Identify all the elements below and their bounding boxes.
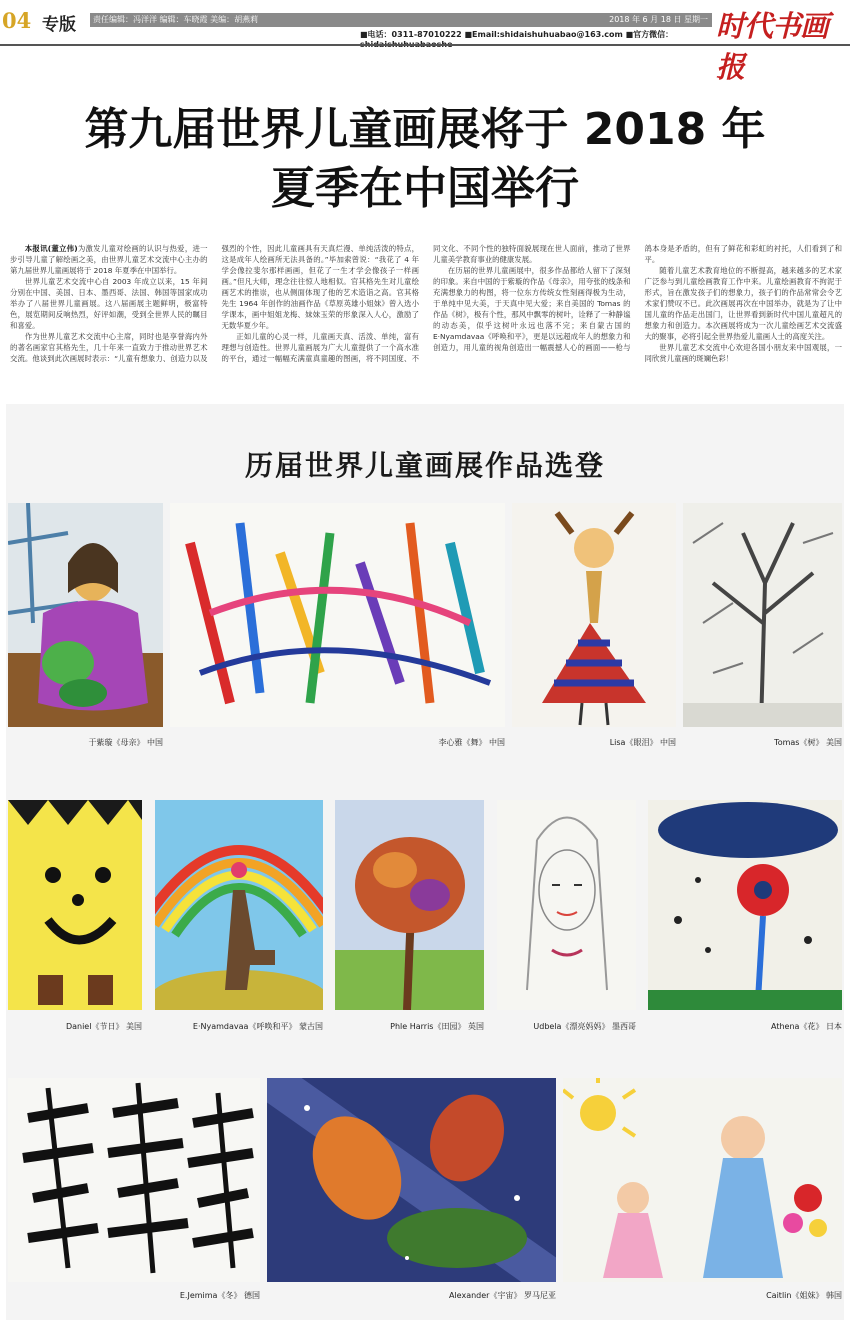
page-header	[0, 0, 850, 84]
article-paragraph: 在历届的世界儿童画展中，很多作品都给人留下了深刻的印象。来自中国的于紫璇的作品《母亲》，用夸张的线条和充满想象力的构图，将一位东方传统女性刻画得极为生动，于单纯中见大美，于天真中见大爱；来自美国的 Tomas 的作品《树》，极有个性，那风中飘零的树叶，诠释了一种静谧的动态美，似乎这树叶永远也落不完；来自蒙古国的 E·Nyamdavaa《呼唤和平》，更是以远超成年人的想象力和创造力，用儿童的视角创造出一幅震撼人心的画面——枪与鸽本身是矛盾的，但有了鲜花和彩虹的衬托，人们看到了和平。	[433, 244, 842, 352]
caption-beautiful-mother: Udbela《漂亮妈妈》 墨西哥	[533, 1022, 636, 1031]
artwork-flower	[648, 800, 842, 1010]
header-rule	[0, 44, 850, 46]
headline-line-1: 第九届世界儿童画展将于 2018 年	[84, 104, 766, 155]
gallery-title: 历届世界儿童画展作品选登	[244, 449, 605, 482]
article-paragraph: 本报讯(董立伟)为激发儿童对绘画的认识与热爱，进一步引导儿童了解绘画之美，由世界儿童艺术交流中心主办的第九届世界儿童画展将于 2018 年夏季在中国举行。	[10, 244, 208, 275]
caption-universe: Alexander《宇宙》 罗马尼亚	[448, 1291, 556, 1300]
caption-winter: E.Jemima《冬》 德国	[179, 1291, 260, 1300]
headline-line-2: 夏季在中国举行	[271, 163, 579, 214]
caption-mother: 于紫璇《母亲》 中国	[88, 738, 163, 747]
header-info-bar	[90, 13, 712, 27]
article-paragraph: 世界儿童艺术交流中心自 2003 年成立以来，15 年间分别在中国、美国、日本、墨西哥、法国、韩国等国家成功举办了八届世界儿童画展。这八届画展主题鲜明，极富特色，展览期间反响热烈，好评如潮，受到全世界人民的瞩目和喜爱。	[10, 277, 208, 330]
artwork-countryside	[335, 800, 484, 1010]
artwork-mother	[8, 503, 163, 727]
artwork-peace	[155, 800, 323, 1010]
contact-line: ■电话：0311-87010222 ■Email:shidaishuhuabao@163.com ■官方微信：	[360, 30, 674, 39]
caption-festival: Daniel《节日》 美国	[65, 1022, 142, 1031]
issue-date: 2018 年 6 月 18 日 星期一	[609, 15, 708, 24]
caption-countryside: Phle Harris《田园》 英国	[390, 1022, 484, 1031]
masthead-logo: 时代书画报	[716, 9, 829, 84]
page-number: 04	[2, 8, 32, 33]
section-label: 专版	[42, 15, 76, 35]
caption-peace: E·Nyamdavaa《呼唤和平》 蒙古国	[192, 1022, 323, 1031]
article-body	[10, 243, 842, 373]
article-paragraph: 作为世界儿童艺术交流中心主席，同时也是享誉海内外的著名画家官其格先生，几十年来一直致力于推动世界艺术交流。他谈到此次画展时表示：“儿童有想象力、创造力以及强烈的个性，因此儿童画具有天真烂漫、单纯活泼的特点，这是成年人绘画所无法具备的。”毕加索曾说：“我花了 4 年学会像拉斐尔那样画画，但花了一生才学会像孩子一样画画。”但凡大师，理念往往惊人地相似。官其格先生对儿童绘画艺术的推崇，也从侧面体现了他的艺术造诣之高。官其格先生 1964 年创作的油画作品《草原英雄小姐妹》曾入选小学课本，画中姐姐龙梅、妹妹玉荣的形象深入人心，激励了无数华夏少年。	[10, 244, 419, 363]
artwork-festival	[8, 800, 142, 1010]
caption-tears: Lisa《眼泪》 中国	[609, 738, 676, 747]
caption-dance: 李心雅《舞》 中国	[438, 738, 505, 747]
artwork-dance	[170, 503, 505, 727]
artwork-beautiful-mother	[497, 800, 636, 1010]
byline: 本报讯(董立伟)	[24, 244, 78, 253]
article-paragraph: 正如儿童的心灵一样，儿童画天真、活泼、单纯，富有理想与创造性。世界儿童画展为广大儿童提供了一个高水准的平台，通过一幅幅充满童真童趣的图画，将不同国度、不同文化、不同个性的独特面貌展现在世人面前，推动了世界儿童美学教育事业的健康发展。	[221, 244, 631, 363]
artwork-tree	[683, 503, 842, 727]
caption-tree: Tomas《树》 美国	[774, 738, 842, 747]
caption-sisters: Caitlin《姐妹》 韩国	[766, 1291, 842, 1300]
article-paragraph: 世界儿童艺术交流中心欢迎各国小朋友来中国观展，一同欣赏儿童画的斑斓色彩！	[644, 343, 842, 363]
artwork-winter	[8, 1078, 260, 1282]
artwork-tears	[512, 503, 676, 727]
artwork-sisters	[563, 1078, 842, 1282]
article-paragraph: 随着儿童艺术教育地位的不断提高，越来越多的艺术家广泛参与到儿童绘画教育工作中来。儿童绘画教育不拘泥于形式，旨在激发孩子们的想象力，孩子们的作品常常会令艺术家们赞叹不已。此次画展再次在中国举办，就是为了让中国儿童的作品走出国门，让世界看到新时代中国儿童超凡的想象力和创造力。本次画展将成为一次儿童绘画艺术交流盛大的聚事，必将引起全世界热爱儿童画人士的高度关注。	[644, 266, 842, 341]
caption-flower: Athena《花》 日本	[771, 1022, 842, 1031]
artwork-universe	[267, 1078, 556, 1282]
editors-line: 责任编辑：冯洋洋 编辑：车晓霞 美编：胡燕莉	[93, 15, 259, 24]
